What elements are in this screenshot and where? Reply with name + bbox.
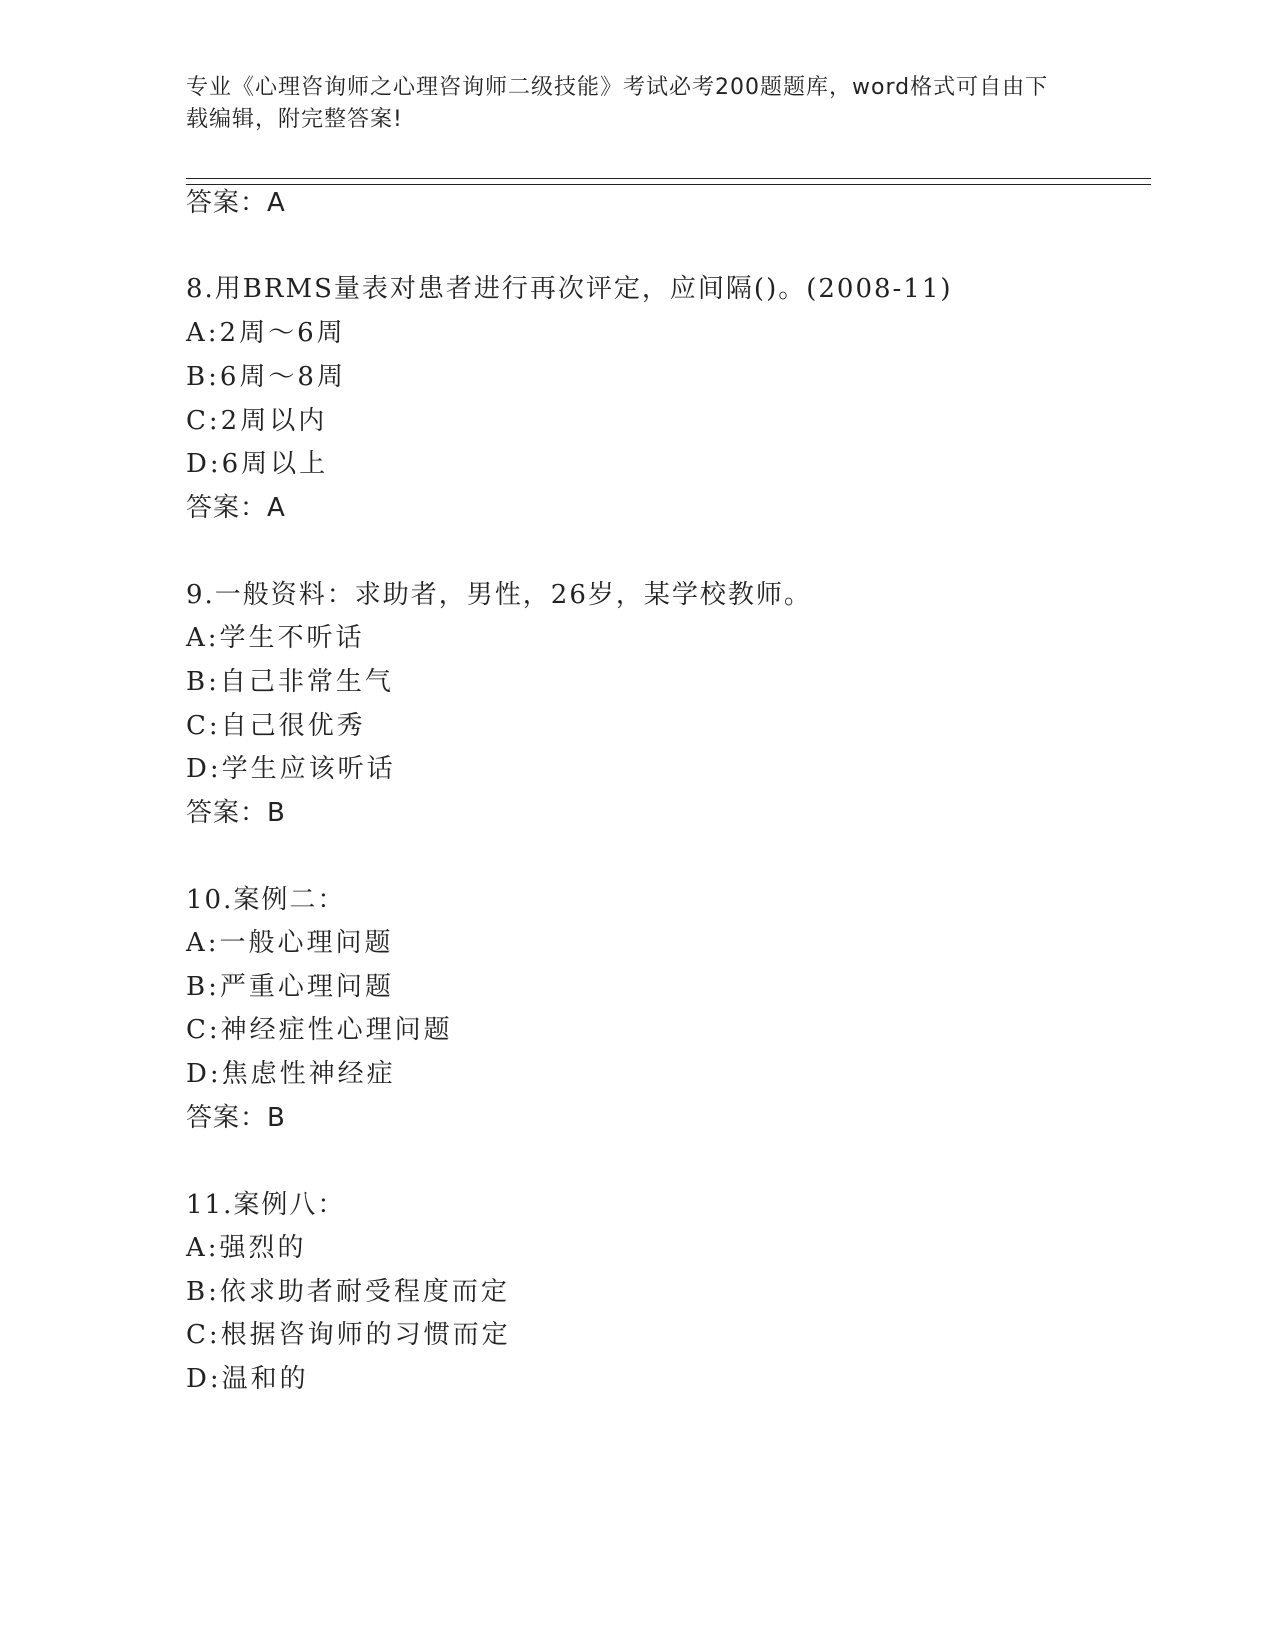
question-title: 11.案例八： bbox=[186, 1190, 346, 1220]
option-d: D:温和的 bbox=[186, 1364, 309, 1394]
option-b: B:自己非常生气 bbox=[186, 667, 394, 697]
option-b: B:严重心理问题 bbox=[186, 972, 394, 1002]
option-c: C:神经症性心理问题 bbox=[186, 1015, 453, 1045]
option-c: C:自己很优秀 bbox=[186, 711, 366, 741]
answer-line: 答案：A bbox=[186, 188, 286, 218]
option-d: D:6周以上 bbox=[186, 449, 329, 479]
option-d: D:学生应该听话 bbox=[186, 754, 396, 784]
question-title: 8.用BRMS量表对患者进行再次评定，应间隔()。(2008-11) bbox=[186, 274, 953, 304]
option-c: C:根据咨询师的习惯而定 bbox=[186, 1320, 511, 1350]
option-c: C:2周以内 bbox=[186, 406, 328, 436]
option-a: A:强烈的 bbox=[186, 1233, 307, 1263]
answer-line: 答案：B bbox=[186, 798, 286, 828]
page-header-text: 专业《心理咨询师之心理咨询师二级技能》考试必考200题题库，word格式可自由下载编辑，附完整答案! bbox=[186, 75, 1049, 132]
option-a: A:一般心理问题 bbox=[186, 928, 394, 958]
option-b: B:依求助者耐受程度而定 bbox=[186, 1277, 510, 1307]
option-a: A:2周～6周 bbox=[186, 318, 346, 348]
option-b: B:6周～8周 bbox=[186, 362, 346, 392]
question-title: 10.案例二： bbox=[186, 885, 346, 915]
answer-line: 答案：A bbox=[186, 493, 286, 523]
answer-line: 答案：B bbox=[186, 1103, 286, 1133]
header-divider bbox=[186, 178, 1151, 185]
question-title: 9.一般资料：求助者，男性，26岁，某学校教师。 bbox=[186, 580, 812, 610]
option-a: A:学生不听话 bbox=[186, 623, 365, 653]
option-d: D:焦虑性神经症 bbox=[186, 1059, 396, 1089]
